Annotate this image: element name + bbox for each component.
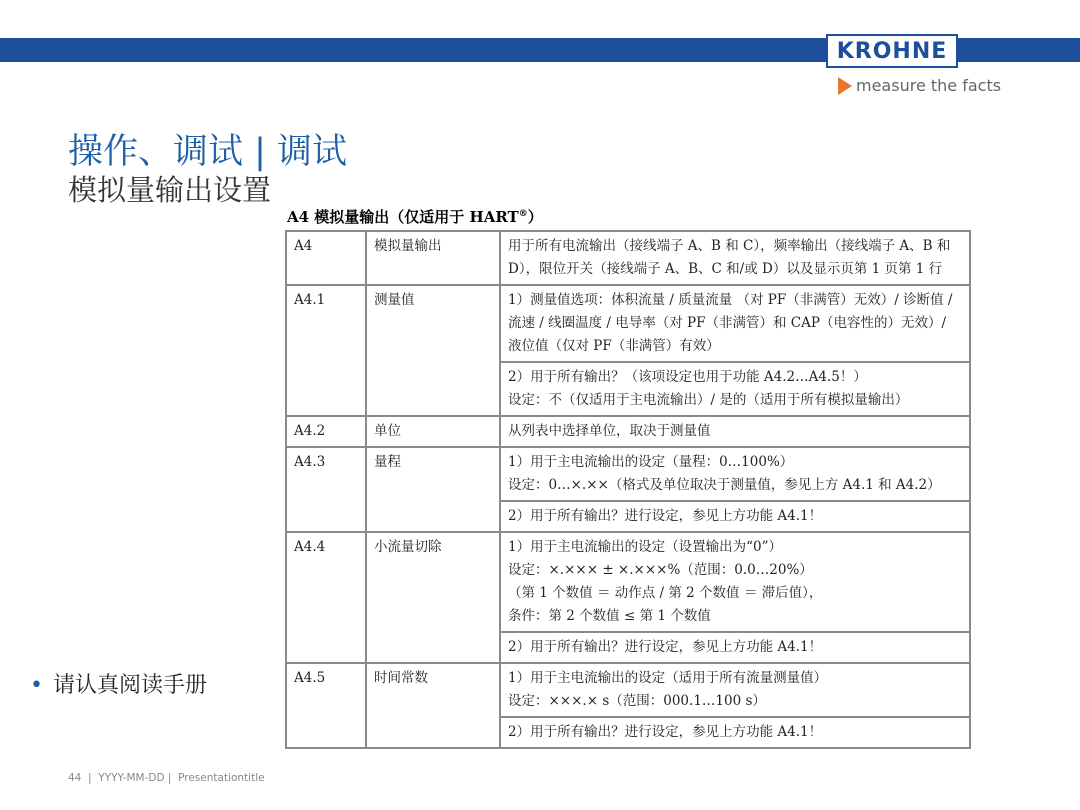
- table-row: [286, 285, 970, 362]
- cell-function-name: 模拟量输出: [366, 231, 500, 285]
- cell-description: 2）用于所有输出？进行设定，参见上方功能 A4.1！: [500, 632, 970, 663]
- cell-description: 1）用于主电流输出的设定（量程：0…100%） 设定：0…×.××（格式及单位取决于测量值，参见上方 A4.1 和 A4.2）: [500, 447, 970, 501]
- footer-presentation-title: Presentationtitle: [178, 772, 265, 784]
- cell-function-id: A4.3: [286, 447, 366, 532]
- table-row: [286, 231, 970, 285]
- bullet-text: 请认真阅读手册: [52, 673, 207, 698]
- cell-function-name: 单位: [366, 416, 500, 447]
- table-row: [286, 532, 970, 632]
- footer-separator: |: [81, 772, 99, 784]
- cell-function-id: A4: [286, 231, 366, 285]
- cell-description: 1）用于主电流输出的设定（适用于所有流量测量值） 设定：×××.× s（范围：000.1…100 s）: [500, 663, 970, 717]
- logo-text: KROHNE: [836, 38, 948, 64]
- cell-function-id: A4.5: [286, 663, 366, 748]
- tagline: [838, 76, 1001, 95]
- cell-description: 2）用于所有输出？进行设定，参见上方功能 A4.1！: [500, 501, 970, 532]
- cell-function-name: 时间常数: [366, 663, 500, 748]
- krohne-logo: [826, 34, 958, 68]
- registered-mark: ®: [518, 209, 528, 219]
- bullet-item: [30, 668, 207, 699]
- cell-description: 用于所有电流输出（接线端子 A、B 和 C），频率输出（接线端子 A、B 和 D），限位开关（接线端子 A、B、C 和/或 D）以及显示页第 1 页第 1 行: [500, 231, 970, 285]
- table-row: [286, 447, 970, 501]
- table-row: [286, 416, 970, 447]
- cell-description: 1）测量值选项：体积流量 / 质量流量 （对 PF（非满管）无效）/ 诊断值 / 流速 / 线圈温度 / 电导率（对 PF（非满管）和 CAP（电容性的）无效）/ 液位值（仅对 PF（非满管）有效）: [500, 285, 970, 362]
- cell-function-id: A4.2: [286, 416, 366, 447]
- spec-table: [285, 230, 971, 749]
- play-triangle-icon: [838, 77, 852, 95]
- table-title-text: A4 模拟量输出（仅适用于 HART: [287, 208, 519, 226]
- table-title: [287, 206, 543, 227]
- cell-function-id: A4.1: [286, 285, 366, 416]
- cell-description: 2）用于所有输出？（该项设定也用于功能 A4.2…A4.5！） 设定：不（仅适用于主电流输出）/ 是的（适用于所有模拟量输出）: [500, 362, 970, 416]
- cell-description: 1）用于主电流输出的设定（设置输出为“0”） 设定：×.××× ± ×.×××%（范围：0.0…20%） （第 1 个数值 ＝ 动作点 / 第 2 个数值 ＝ 滞后值）， 条件：第 2 个数值 ≤ 第 1 个数值: [500, 532, 970, 632]
- table-title-close: ）: [527, 208, 543, 226]
- cell-function-name: 小流量切除: [366, 532, 500, 663]
- cell-function-id: A4.4: [286, 532, 366, 663]
- footer: [68, 772, 265, 784]
- footer-page-number: 44: [68, 772, 82, 784]
- cell-description: 2）用于所有输出？进行设定，参见上方功能 A4.1！: [500, 717, 970, 748]
- cell-function-name: 测量值: [366, 285, 500, 416]
- footer-date: YYYY-MM-DD: [98, 772, 165, 784]
- table-row: [286, 663, 970, 717]
- slide-subtitle: 模拟量输出设置: [68, 173, 272, 207]
- bullet-dot-icon: •: [30, 673, 43, 698]
- slide-title: 操作、调试 | 调试: [68, 132, 348, 172]
- tagline-text: measure the facts: [856, 76, 1002, 95]
- footer-separator: |: [164, 772, 179, 784]
- cell-description: 从列表中选择单位，取决于测量值: [500, 416, 970, 447]
- cell-function-name: 量程: [366, 447, 500, 532]
